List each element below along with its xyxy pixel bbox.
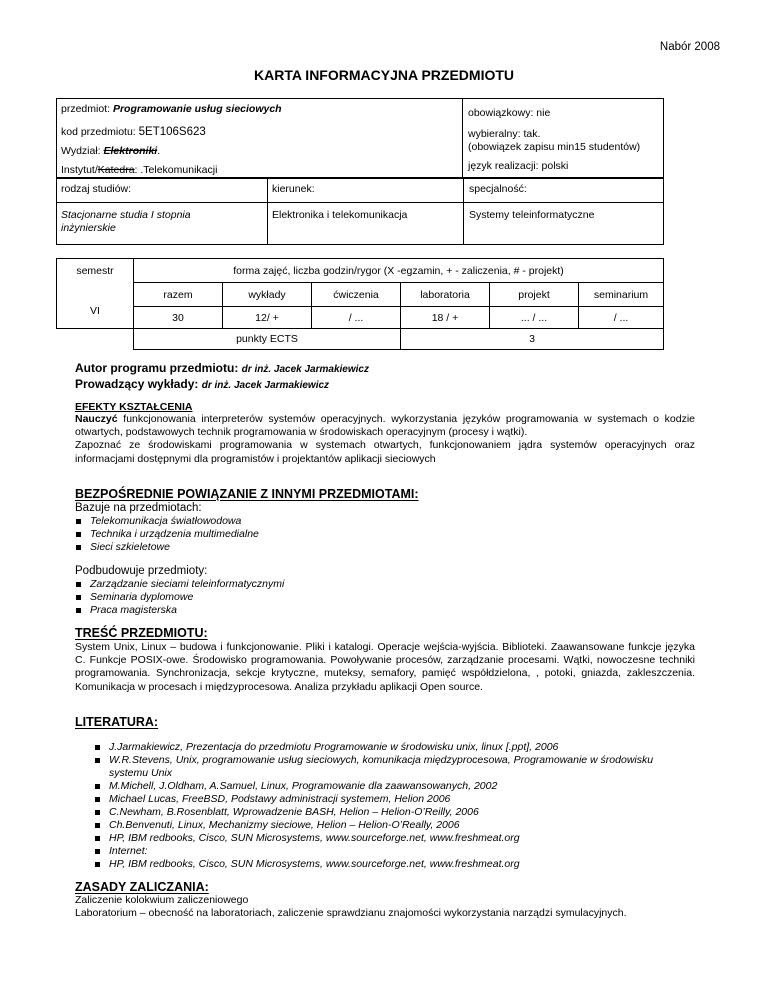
rodzaj-value [61,209,191,235]
col-laboratoria: laboratoria [420,289,470,301]
wybieralny-field [468,128,640,154]
list-item: W.R.Stevens, Unix, programowanie usług sieciowych, komunikacja międzyprocesowa, Programowanie w środowisku systemu Unix [92,754,672,780]
podbudowuje-list [73,578,284,617]
semestr-label: semestr [76,265,114,277]
val-cwiczenia: / ... [348,312,364,324]
list-item: J.Jarmakiewicz, Prezentacja do przedmiotu Programowanie w środowisku unix, linux [.ppt], 2006 [92,741,672,754]
autor-label: Autor programu przedmiotu: [75,361,239,375]
efekty-text [75,413,695,466]
col-cwiczenia: ćwiczenia [333,289,379,301]
wydzial-label: Wydział: [61,145,101,157]
studia-table [56,178,664,245]
efekty-para1: funkcjonowania interpreterów systemów operacyjnych. wykorzystania języków programowania w systemach o kodzie otwartych, podstawowych technik programowania w środowiskach operacyjnym (procesy i wątki). [75,413,695,439]
ects-value: 3 [529,333,535,345]
literatura-heading: LITERATURA: [75,715,159,729]
zasady-heading: ZASADY ZALICZANIA: [75,880,209,894]
kod-field [61,126,206,139]
list-item: HP, IBM redbooks, Cisco, SUN Microsystems, www.sourceforge.net, www.freshmeat.org [92,832,672,845]
semestr-value: VI [90,305,100,317]
autor-block [75,361,369,393]
list-item: Zarządzanie sieciami teleinformatycznymi [73,578,284,591]
schedule-table [56,258,664,350]
przedmiot-label: przedmiot: [61,103,111,115]
list-item: Seminaria dyplomowe [73,591,284,604]
rodzaj-label: rodzaj studiów: [61,183,132,195]
wybieralny-line1: wybieralny: tak. [468,128,541,140]
katedra-label: Katedra [97,164,135,176]
list-item: Sieci szkieletowe [73,541,259,554]
list-item: Praca magisterska [73,604,284,617]
list-item: Telekomunikacja światłowodowa [73,515,259,528]
podbudowuje-label: Podbudowuje przedmioty: [75,565,208,577]
instytut-label: Instytut/ [61,164,98,176]
info-table [56,98,664,178]
przedmiot-field [61,103,282,116]
val-seminarium: / ... [613,312,629,324]
val-laboratoria: 18 / + [431,312,459,324]
kod-label: kod przedmiotu: [61,126,136,138]
ects-label: punkty ECTS [236,333,298,345]
literatura-list [92,741,672,871]
list-item: Technika i urządzenia multimedialne [73,528,259,541]
list-item: Ch.Benvenuti, Linux, Mechanizmy sieciowe, Helion – Helion-O’Really, 2006 [92,819,672,832]
list-item: HP, IBM redbooks, Cisco, SUN Microsystems, www.sourceforge.net, www.freshmeat.org [92,858,672,871]
autor-value: dr inż. Jacek Jarmakiewicz [241,364,369,375]
zasady-line1: Zaliczenie kolokwium zaliczeniowego [75,894,249,906]
obowiazkowy-field: obowiązkowy: nie [468,107,551,119]
specjalnosc-value: Systemy teleinformatyczne [469,209,595,221]
col-wyklady: wykłady [248,289,286,301]
kierunek-label: kierunek: [272,183,315,195]
instytut-value: : .Telekomunikacji [134,164,218,176]
jezyk-field: język realizacji: polski [468,160,569,172]
kierunek-value: Elektronika i telekomunikacja [272,209,408,221]
specjalnosc-label: specjalność: [469,183,527,195]
wybieralny-line2: (obowiązek zapisu min15 studentów) [468,141,641,153]
bazuje-list [73,515,259,554]
rodzaj-line1: Stacjonarne studia I stopnia [61,209,191,221]
rodzaj-line2: inżynierskie [61,222,116,234]
col-seminarium: seminarium [593,289,649,301]
forma-label: forma zajęć, liczba godzin/rygor (X -egzamin, + - zaliczenia, # - projekt) [233,265,564,277]
nabor-label: Nabór 2008 [659,41,720,53]
prowadzacy-label: Prowadzący wykłady: [75,377,199,391]
val-projekt: ... / ... [520,312,548,324]
efekty-lead: Nauczyć [75,413,118,425]
val-razem: 30 [172,312,184,324]
page-title: KARTA INFORMACYJNA PRZEDMIOTU [253,67,515,83]
prowadzacy-value: dr inż. Jacek Jarmakiewicz [201,380,330,391]
efekty-heading: EFEKTY KSZTAŁCENIA [75,401,193,413]
wydzial-value: Elektroniki [103,145,158,157]
efekty-para2: Zapoznać ze środowiskami programowania w systemach otwartych, funkcjonowaniem jądra systemów operacyjnych oraz informacjami dostępnymi dla programistów i projektantów aplikacji sieciowych [75,439,695,465]
list-item: C.Newham, B.Rosenblatt, Wprowadzenie BASH, Helion – Helion-O’Reilly, 2006 [92,806,672,819]
zasady-line2: Laboratorium – obecność na laboratoriach, zaliczenie sprawdzianu znajomości wykorzystania narządzi symulacyjnych. [75,907,627,920]
list-item: M.Michell, J.Oldham, A.Samuel, Linux, Programowanie dla zaawansowanych, 2002 [92,780,672,793]
tresc-text: System Unix, Linux – budowa i funkcjonowanie. Pliki i katalogi. Operacje wejścia-wyjścia. Biblioteki. Zaawansowane funkcje języka C. Funkcje POSIX-owe. Środowisko programowania. Powoływanie procesów, zarządzanie procesami. Wątki, nowoczesne techniki programowania. Synchronizacja, sekcje krytyczne, muteksy, semafory, pamięć współdzielona, , potoki, gniazda, zakleszczenia. Komunikacja w procesach i międzyprocesowa. Analiza przykładu aplikacji Open source. [75,641,695,693]
wydzial-field: Wydział: Elektroniki. [61,145,161,157]
powiazanie-heading: BEZPOŚREDNIE POWIĄZANIE Z INNYMI PRZEDMIOTAMI: [75,487,419,501]
list-item: Internet: [92,845,672,858]
instytut-field [61,164,217,177]
zasady-text [75,894,695,920]
przedmiot-value: Programowanie usług sieciowych [112,103,282,115]
tresc-heading: TREŚĆ PRZEDMIOTU: [75,626,208,640]
bazuje-label: Bazuje na przedmiotach: [75,502,202,514]
val-wyklady: 12/ + [255,312,279,324]
list-item: Michael Lucas, FreeBSD, Podstawy administracji systemem, Helion 2006 [92,793,672,806]
col-projekt: projekt [518,289,550,301]
kod-value: 5ET106S623 [138,126,206,138]
col-razem: razem [163,289,193,301]
